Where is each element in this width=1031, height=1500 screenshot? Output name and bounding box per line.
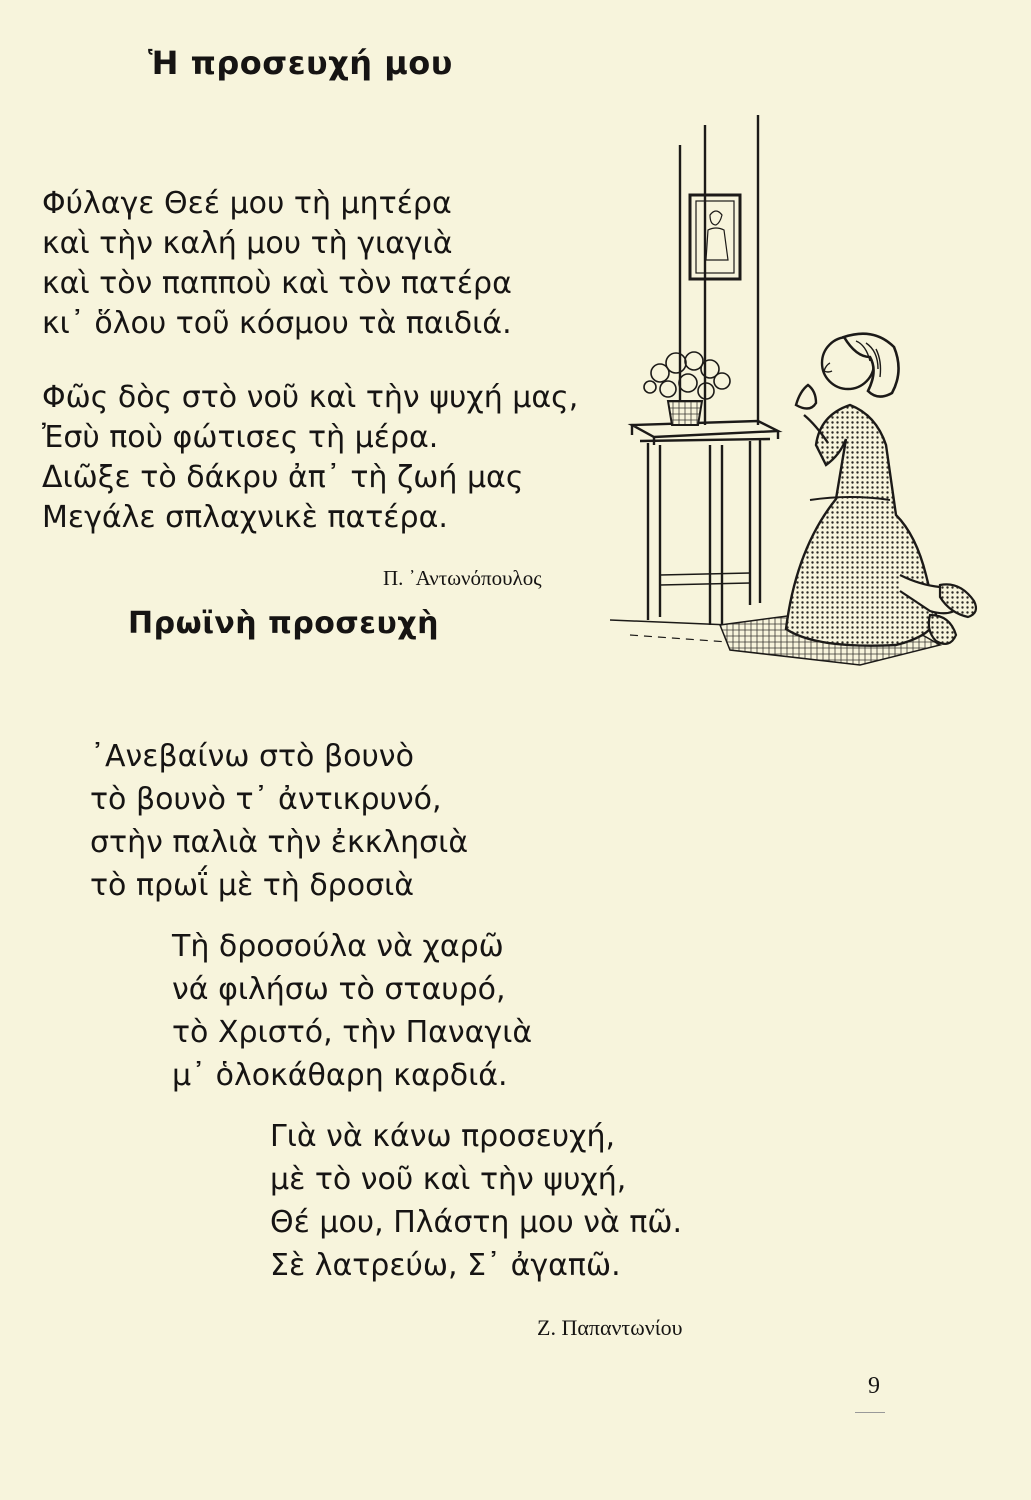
poem1-author: Π. ᾽Αντωνόπουλος [383,566,542,590]
verse-line: κι᾽ ὅλου τοῦ κόσμου τὰ παιδιά. [42,306,512,341]
verse-line: τὸ πρωΐ μὲ τὴ δροσιὰ [90,868,415,903]
poem2-stanza-2 [172,925,532,1097]
poem2-stanza-1 [90,735,468,907]
verse-line: Φύλαγε Θεέ μου τὴ μητέρα [42,186,452,221]
verse-line: τὸ βουνὸ τ᾽ ἀντικρυνό, [90,782,442,817]
verse-line: Διῶξε τὸ δάκρυ ἀπ᾽ τὴ ζωή μας [42,460,524,495]
verse-line: νά φιλήσω τὸ σταυρό, [172,972,506,1007]
poem1-stanza-1 [42,184,512,344]
verse-line: τὸ Χριστό, τὴν Παναγιὰ [172,1015,533,1050]
poem2-stanza-3 [270,1115,682,1287]
verse-line: Θέ μου, Πλάστη μου νὰ πῶ. [270,1205,683,1240]
verse-line: Τὴ δροσούλα νὰ χαρῶ [172,929,504,964]
verse-line: ᾽Ανεβαίνω στὸ βουνὸ [90,739,414,774]
verse-line: Ἐσὺ ποὺ φώτισες τὴ μέρα. [42,420,439,455]
verse-line: μ᾽ ὁλοκάθαρη καρδιά. [172,1058,508,1093]
page-number: 9 [868,1373,880,1399]
verse-line: καὶ τὴν καλή μου τὴ γιαγιὰ [42,226,453,261]
girl-praying-illustration [610,105,990,670]
page-number-rule [855,1412,885,1413]
verse-line: Γιὰ νὰ κάνω προσευχή, [270,1119,616,1154]
poem1-title: Ἡ προσευχή μου [148,44,453,82]
verse-line: Μεγάλε σπλαχνικὲ πατέρα. [42,500,448,535]
verse-line: Σὲ λατρεύω, Σ᾽ ἀγαπῶ. [270,1248,621,1283]
verse-line: μὲ τὸ νοῦ καὶ τὴν ψυχή, [270,1162,627,1197]
verse-line: στὴν παλιὰ τὴν ἐκκλησιὰ [90,825,469,860]
poem1-stanza-2 [42,378,578,538]
verse-line: Φῶς δὸς στὸ νοῦ καὶ τὴν ψυχή μας, [42,380,579,415]
verse-line: καὶ τὸν παπποὺ καὶ τὸν πατέρα [42,266,512,301]
poem2-author: Ζ. Παπαντωνίου [537,1315,683,1340]
poem2-title: Πρωϊνὴ προσευχὴ [128,606,439,641]
